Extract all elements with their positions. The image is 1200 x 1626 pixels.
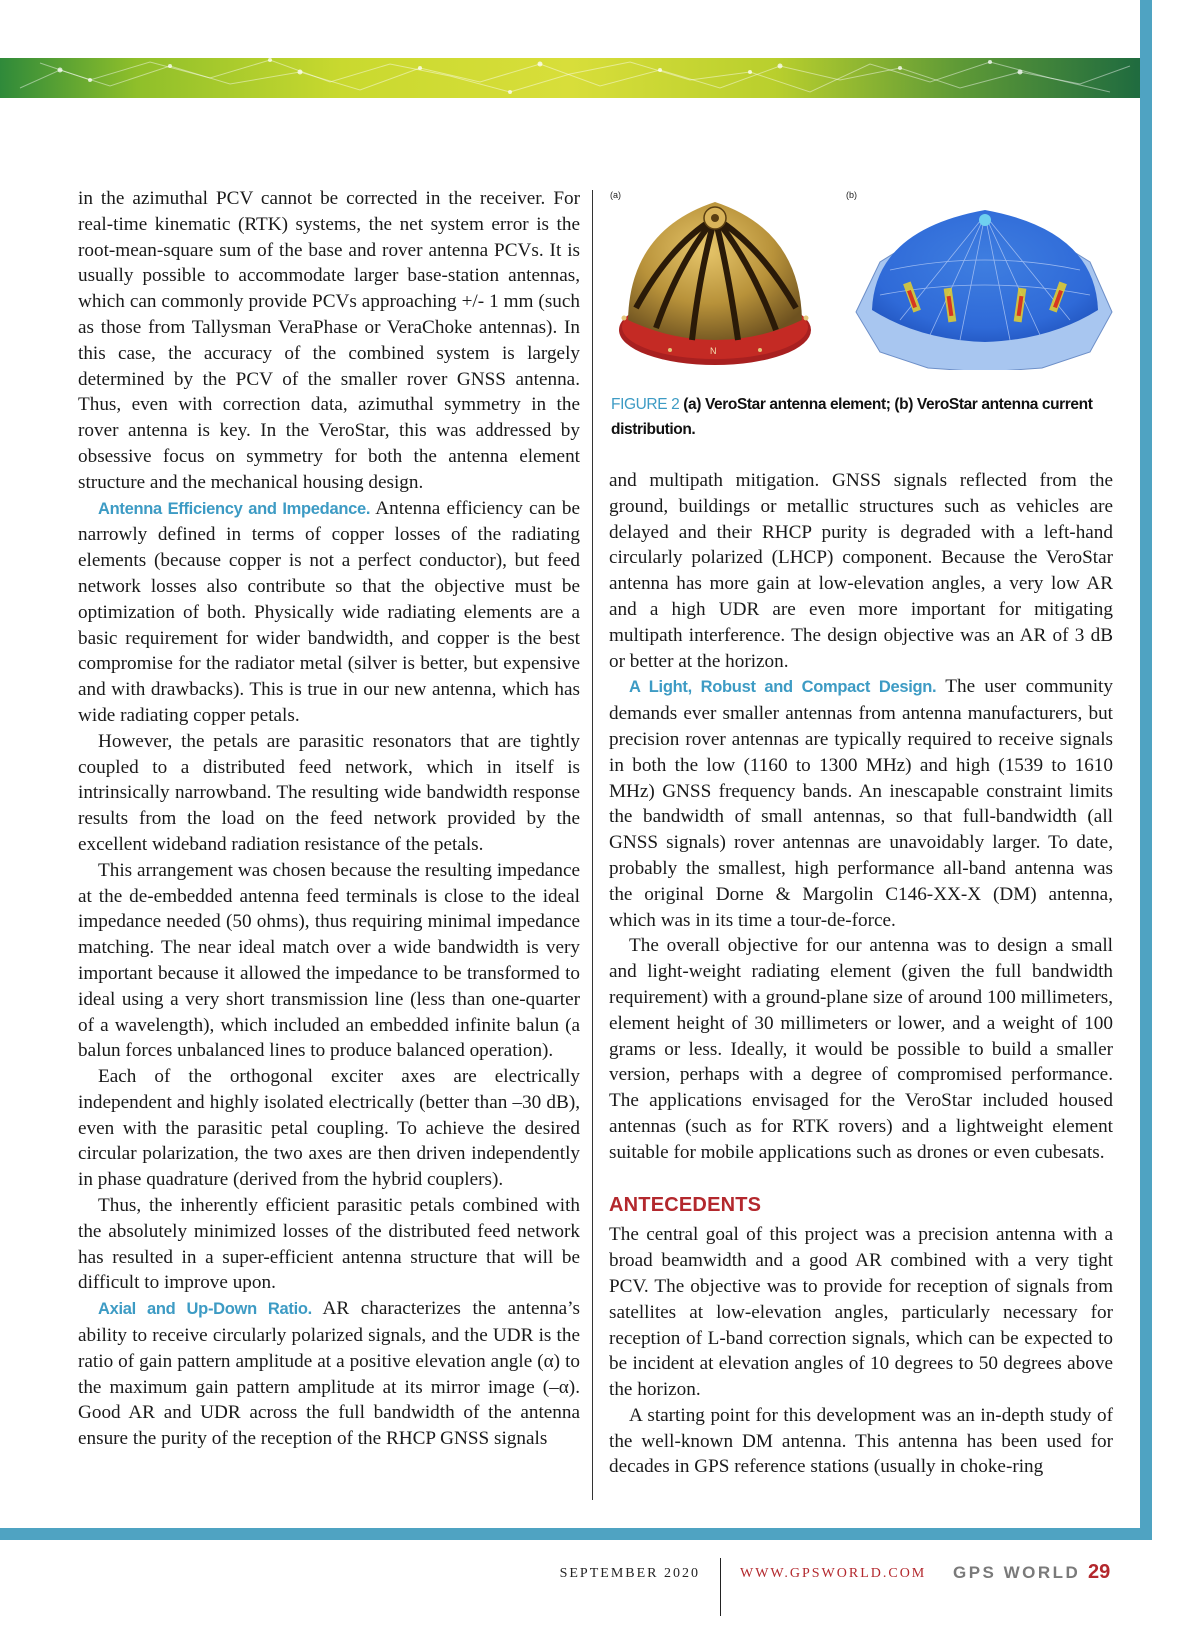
current-distribution-image: [856, 210, 1112, 370]
right-edge-bar: [1140, 0, 1152, 1540]
footer-divider: [720, 1558, 721, 1616]
header-decorative-band: [0, 58, 1140, 98]
section-heading-antecedents: ANTECEDENTS: [609, 1193, 762, 1216]
caption-text: (a) VeroStar antenna element; (b) VeroStar antenna current distribution.: [611, 396, 1093, 438]
paragraph: in the azimuthal PCV cannot be corrected in the receiver. For real-time kinematic (RTK) systems, the net system error is the root-mean-square sum of the base and rover antenna PCVs. It is usually possible to accommodate larger base-station antennas, which can commonly provide PCVs approaching +/- 1 mm (such as those from Tallysman VeraPhase or VeraChoke antennas). In this case, the accuracy of the combined system is largely determined by the PCV of the smaller rover GNSS antenna. Thus, even with correction data, azimuthal symmetry in the rover antenna is key. In the VeroStar, this was addressed by obsessive focus on symmetry for both the antenna element structure and the mechanical housing design.: [78, 188, 580, 493]
paragraph: The overall objective for our antenna was to design a small and light-weight radiating element (given the full bandwidth requirement) with a ground-plane size of around 100 millimeters, element height of 30 millimeters or lower, and a weight of 100 grams or less. Ideally, it would be possible to build a smaller version, perhaps with a degree of compromised performance. The applications envisaged for the VeroStar included housed antennas (such as for RTK rovers) and a lightweight element suitable for mobile applications such as drones or even cubesats.: [609, 935, 1113, 1163]
paragraph: This arrangement was chosen because the resulting impedance at the de-embedded antenna feed terminals is close to the ideal impedance needed (50 ohms), thus requiring minimal impedance matching. The near ideal match over a wide bandwidth is very important because it allowed the impedance to be transformed to ideal using a very short transmission line (less than one-quarter of a wavelength), which included an embedded infinite balun (a balun forces unbalanced lines to produce balanced operation).: [78, 859, 580, 1062]
paragraph-text: Antenna efficiency can be narrowly defined in terms of copper losses of the radiating elements (because copper is not a perfect conductor), but feed network losses also contribute so that the objective must be optimization of both. Physically wide radiating elements are a basic requirement for wider bandwidth, and copper is the best compromise for the radiator metal (silver is better, but expensive and with drawbacks). This is true in our new antenna, which has wide radiating copper petals.: [78, 497, 581, 726]
figure-caption: [611, 392, 1111, 442]
website-link[interactable]: WWW.GPSWORLD.COM: [740, 1566, 927, 1581]
paragraph: Thus, the inherently efficient parasitic petals combined with the absolutely minimized losses of the distributed feed network has resulted in a super-efficient antenna structure that will be difficult to improve upon.: [78, 1195, 580, 1294]
paragraph: However, the petals are parasitic resonators that are tightly coupled to a distributed feed network, which in itself is intrinsically narrowband. The resulting wide bandwidth response results from the load on the feed network provided by the excellent wideband radiation resistance of the petals.: [78, 730, 580, 855]
paragraph: A starting point for this development was an in-depth study of the well-known DM antenna. This antenna has been used for decades in GPS reference stations (usually in choke-ring: [609, 1404, 1113, 1478]
network-pattern-graphic: [0, 58, 1140, 98]
left-column: [78, 186, 580, 1452]
antenna-element-image: [619, 202, 811, 365]
figure-number: FIGURE 2: [611, 396, 680, 413]
subheading-axial: Axial and Up-Down Ratio.: [98, 1300, 312, 1319]
bottom-edge-bar: [0, 1528, 1152, 1540]
column-divider: [592, 190, 593, 1500]
subheading-efficiency: Antenna Efficiency and Impedance.: [98, 499, 371, 518]
paragraph-text: The user community demands ever smaller antennas from antenna manufacturers, but precision rover antennas are typically required to receive signals in both the low (1160 to 1300 MHz) and high (1539 to 1610 MHz) GNSS frequency bands. An inescapable constraint limits the bandwidth of small antennas, so that full-bandwidth (all GNSS signals) rover antennas are unavoidably larger. To date, probably the smallest, high performance all-band antenna was the original Dorne & Margolin C146-XX-X (DM) antenna, which was in its time a tour-de-force.: [609, 676, 1113, 931]
figure-label-a: (a): [610, 190, 621, 200]
subheading-light-design: A Light, Robust and Compact Design.: [629, 678, 937, 697]
issue-date: SEPTEMBER 2020: [559, 1566, 700, 1581]
paragraph: Each of the orthogonal exciter axes are electrically independent and highly isolated electrically (better than –30 dB), even with the parasitic petal coupling. To achieve the desired circular polarization, the two axes are then driven independently in phase quadrature (derived from the hybrid couplers).: [78, 1066, 580, 1191]
right-column: [609, 468, 1113, 1480]
page-number: 29: [1088, 1561, 1111, 1583]
antenna-illustrations: [610, 190, 1115, 370]
paragraph: The central goal of this project was a precision antenna with a broad beamwidth and a good AR combined with a very tight PCV. The objective was to provide for reception of signals from satellites at low-elevation angles, particularly necessary for reception of L-band correction signals, which can be expected to be incident at elevation angles of 10 degrees to 50 degrees above the horizon.: [609, 1224, 1113, 1401]
compass-label: N: [710, 346, 717, 356]
page-footer: [0, 1561, 1120, 1596]
paragraph: and multipath mitigation. GNSS signals reflected from the ground, buildings or metallic structures such as vehicles are delayed and their RHCP purity is degraded with a left-hand circularly polarized (LHCP) component. Because the VeroStar antenna has more gain at low-elevation angles, a very low AR and a high UDR are even more important for mitigating multipath interference. The design objective was an AR of 3 dB or better at the horizon.: [609, 470, 1113, 672]
paragraph-text: AR characterizes the antenna’s ability to receive circularly polarized signals, and the UDR is the ratio of gain pattern amplitude at a positive elevation angle (α) to the maximum gain pattern amplitude at its mirror image (–α). Good AR and UDR across the full bandwidth of the antenna ensure the purity of the reception of the RHCP GNSS signals: [78, 1298, 580, 1450]
paragraph: [609, 674, 1113, 933]
paragraph: [78, 1296, 580, 1452]
magazine-name: GPS WORLD: [953, 1563, 1081, 1582]
figure-label-b: (b): [846, 190, 857, 200]
paragraph: [78, 496, 580, 729]
